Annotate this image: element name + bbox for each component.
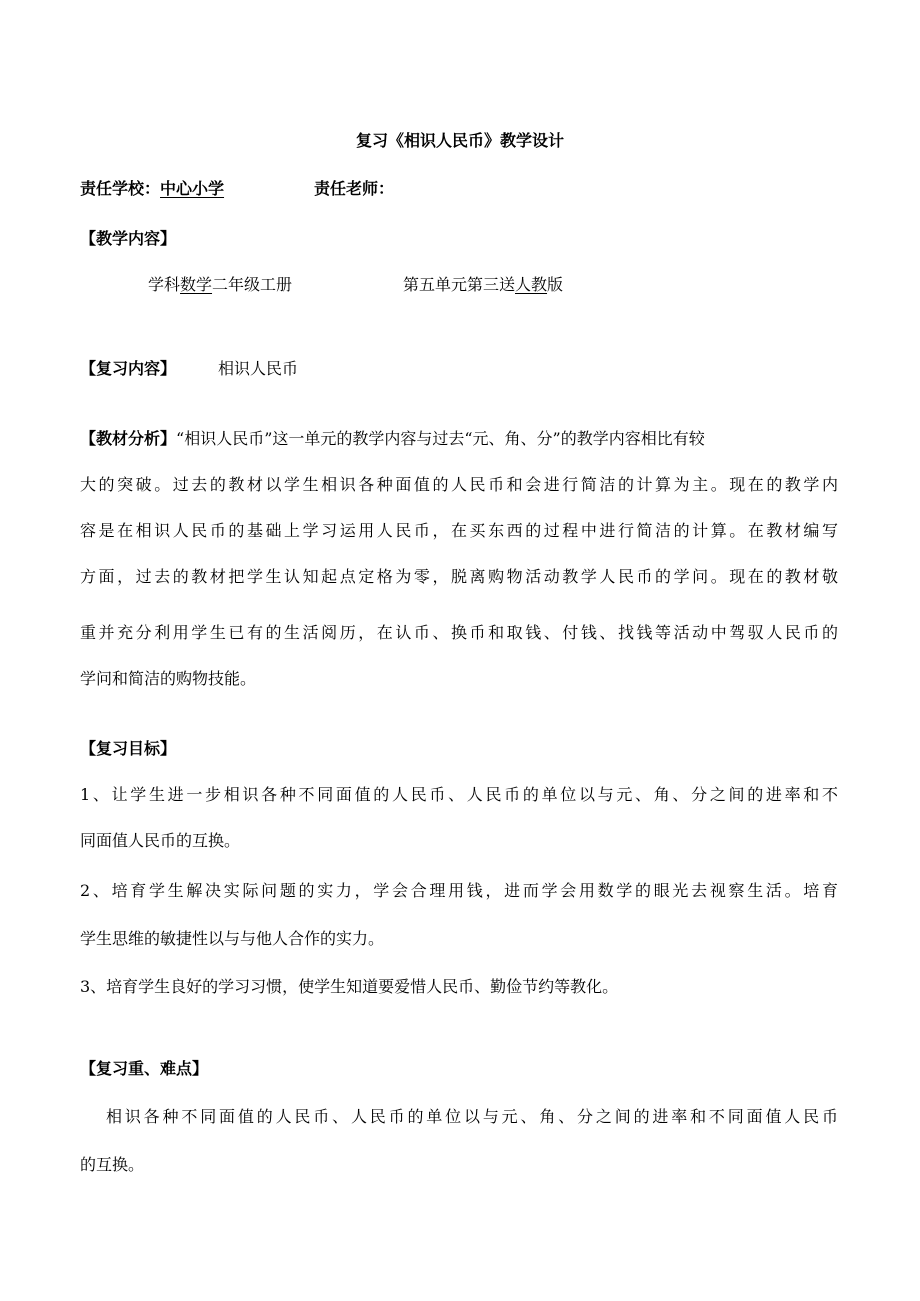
objective-line-5: 3、培育学生良好的学习习惯，使学生知道要爱惜人民币、勤俭节约等教化。 [80, 977, 619, 996]
publisher-value: 人教 [515, 275, 548, 294]
subject-value: 数学 [180, 275, 213, 294]
subject-line [148, 275, 292, 295]
unit-value: 第五单元第三送 [403, 275, 516, 294]
objective-line-3: 2、培育学生解决实际问题的实力，学会合理用钱，进而学会用数学的眼光去视察生活。培育 [80, 881, 838, 900]
analysis-line-2: 大的突破。过去的教材以学生相识各种面值的人民币和会进行简洁的计算为主。现在的教学内 [80, 475, 838, 494]
key-points-line-1: 相识各种不同面值的人民币、人民币的单位以与元、角、分之间的进率和不同面值人民币 [106, 1107, 838, 1126]
analysis-line-6: 学问和简洁的购物技能。 [80, 669, 257, 688]
analysis-line-4: 方面，过去的教材把学生认知起点定格为零，脱离购物活动教学人民币的学问。现在的教材敬 [80, 567, 838, 586]
teacher-label: 责任老师： [314, 179, 395, 198]
review-content-heading: 【复习内容】 [80, 359, 177, 378]
publisher-suffix: 版 [547, 275, 564, 294]
analysis-line-3: 容是在相识人民币的基础上学习运用人民币，在买东西的过程中进行简洁的计算。在教材编写 [80, 521, 838, 540]
analysis-first-line [80, 429, 838, 449]
objective-line-1: 1、让学生进一步相识各种不同面值的人民币、人民币的单位以与元、角、分之间的进率和不 [80, 785, 838, 804]
school-value: 中心小学 [160, 179, 225, 198]
grade-value: 二年级工册 [212, 275, 293, 294]
objective-line-4: 学生思维的敏捷性以与与他人合作的实力。 [80, 929, 385, 948]
analysis-line-5: 重并充分利用学生已有的生活阅历，在认币、换币和取钱、付钱、找钱等活动中驾驭人民币的 [80, 623, 838, 642]
objective-line-2: 同面值人民币的互换。 [80, 831, 241, 850]
key-points-line-2: 的互换。 [80, 1155, 145, 1174]
teaching-content-heading: 【教学内容】 [80, 229, 177, 248]
objectives-heading: 【复习目标】 [80, 739, 177, 758]
school-label: 责任学校： [80, 179, 161, 198]
key-points-heading: 【复习重、难点】 [80, 1059, 209, 1078]
document-title: 复习《相识人民币》教学设计 [355, 131, 564, 150]
analysis-line-1: “相识人民币”这一单元的教学内容与过去“元、角、分”的教学内容相比有较 [176, 429, 705, 448]
review-content-text: 相识人民币 [218, 359, 299, 378]
unit-line [403, 275, 563, 295]
school-line [80, 179, 224, 199]
analysis-heading: 【教材分析】 [80, 429, 177, 448]
subject-prefix: 学科 [148, 275, 181, 294]
